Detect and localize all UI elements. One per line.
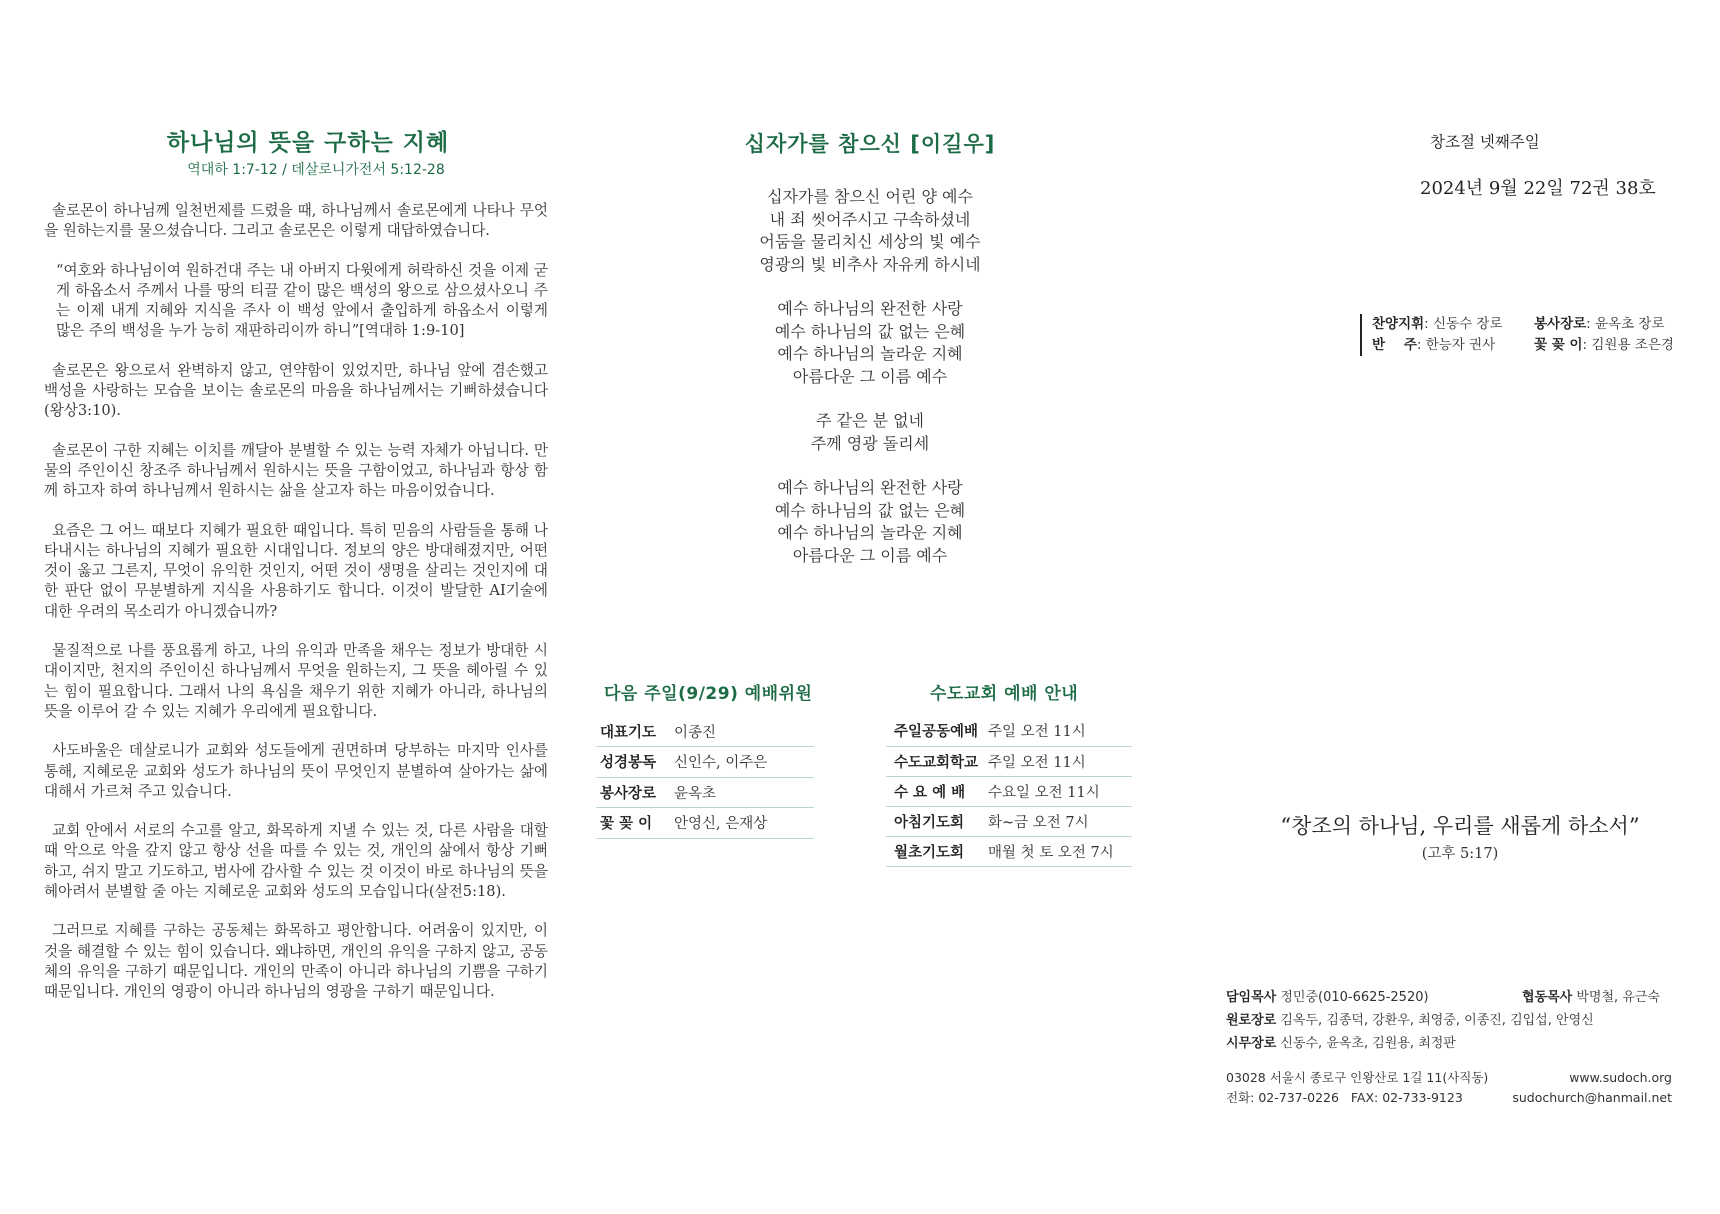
staff-value: 정민중(010-6625-2520) xyxy=(1280,990,1429,1005)
hymn-title: 십자가를 참으신 [이길우] xyxy=(744,132,996,156)
service-time: 매월 첫 토 오전 7시 xyxy=(988,836,1132,866)
hymn-stanza xyxy=(640,477,1100,567)
role-label: 찬양지휘 xyxy=(1372,316,1425,332)
role-person: : 윤옥초 장로 xyxy=(1586,316,1665,332)
worship-guide xyxy=(886,679,1132,867)
essay-paragraph: 교회 안에서 서로의 수고를 알고, 화목하게 지낼 수 있는 것, 다른 사람을 대할 때 악으로 악을 갚지 않고 항상 선을 따를 수 있는 것, 개인의 삶에서 항상 기뻐하고, 쉬지 말고 기도하고, 범사에 감사할 수 있는 것 이것이 바로 하나님의 뜻을 헤아려서 분별할 줄 아는 지혜로운 교회와 성도의 모습입니다(살전5:18). xyxy=(44,822,548,901)
address: 03028 서울시 종로구 인왕산로 1길 11(사직동) xyxy=(1226,1070,1489,1085)
lyric-line: 예수 하나님의 값 없는 은혜 xyxy=(774,321,966,341)
lyric-line: 아름다운 그 이름 예수 xyxy=(792,545,948,565)
table-row xyxy=(596,747,814,778)
motto-reference: (고후 5:17) xyxy=(1421,846,1499,862)
roles-row xyxy=(1372,314,1700,335)
essay-paragraph: 솔로몬이 하나님께 일천번제를 드렸을 때, 하나님께서 솔로몬에게 나타나 무엇을 원하는지를 물으셨습니다. 그리고 솔로몬은 이렇게 대답하였습니다. xyxy=(44,202,548,240)
contact-row xyxy=(1226,1088,1672,1108)
essay-paragraph: 그러므로 지혜를 구하는 공동체는 화목하고 평안합니다. 어려움이 있지만, 이것을 해결할 수 있는 힘이 있습니다. 왜냐하면, 개인의 유익을 구하지 않고, 공동체의 유익을 구하기 때문입니다. 개인의 만족이 아니라 하나님의 기쁨을 구하기 때문입니다. 개인의 영광이 아니라 하나님의 영광을 구하기 때문입니다. xyxy=(44,922,548,1001)
issue-date: 2024년 9월 22일 72권 38호 xyxy=(1420,178,1656,199)
liturgical-sunday: 창조절 넷째주일 xyxy=(1430,133,1540,151)
church-staff xyxy=(1226,986,1686,1055)
lyric-line: 어둠을 물리치신 세상의 빛 예수 xyxy=(759,232,981,251)
essay-paragraph: 솔로몬이 구한 지혜는 이치를 깨달아 분별할 수 있는 능력 자체가 아닙니다. 만물의 주인이신 창조주 하나님께서 원하시는 뜻을 구함이었고, 하나님과 항상 함께 하고자 하여 하나님께서 원하시는 삶을 살고자 하는 마음이었습니다. xyxy=(44,441,548,500)
email-link[interactable]: sudochurch@hanmail.net xyxy=(1512,1090,1672,1105)
lyric-line: 예수 하나님의 놀라운 지혜 xyxy=(777,344,963,363)
role-label: 꽃 꽂 이 xyxy=(1534,337,1583,353)
lyric-line: 주 같은 분 없네 xyxy=(816,411,924,430)
service-time: 수요일 오전 11시 xyxy=(988,776,1132,806)
lyric-line: 예수 하나님의 놀라운 지혜 xyxy=(777,523,963,542)
contact-row xyxy=(1226,1068,1672,1088)
lyric-line: 예수 하나님의 완전한 사랑 xyxy=(777,299,963,318)
staff-value: 박명철, 유근숙 xyxy=(1576,990,1660,1005)
hymn-stanza xyxy=(640,298,1100,388)
staff-label: 시무장로 xyxy=(1226,1036,1277,1051)
service-name: 수도교회학교 xyxy=(886,746,988,776)
servants-title: 다음 주일(9/29) 예배위원 xyxy=(604,684,813,704)
service-name: 수 요 예 배 xyxy=(886,776,988,806)
church-contact xyxy=(1226,1068,1672,1108)
role-label: 봉사장로 xyxy=(1534,316,1587,332)
servant-name: 윤옥초 xyxy=(674,777,814,808)
table-row xyxy=(886,836,1132,866)
staff-value: 김옥두, 김종덕, 강환우, 최영중, 이종진, 김입섭, 안영신 xyxy=(1280,1013,1594,1028)
service-name: 월초기도회 xyxy=(886,836,988,866)
table-row xyxy=(886,806,1132,836)
hymn-stanza xyxy=(640,186,1100,276)
servant-role: 성경봉독 xyxy=(596,747,674,778)
role-cell xyxy=(1534,335,1696,356)
staff-row xyxy=(1226,1032,1686,1055)
servant-role: 꽃 꽂 이 xyxy=(596,808,674,839)
website-link[interactable]: www.sudoch.org xyxy=(1569,1070,1672,1085)
service-name: 주일공동예배 xyxy=(886,716,988,746)
essay-body xyxy=(44,201,548,1003)
next-week-servants xyxy=(596,679,814,839)
worship-table xyxy=(886,716,1132,867)
hymn-lyrics xyxy=(640,186,1100,567)
sermon-essay xyxy=(44,124,548,1022)
lyric-line: 아름다운 그 이름 예수 xyxy=(792,366,948,386)
lyric-line: 십자가를 참으신 어린 양 예수 xyxy=(767,187,973,206)
staff-row xyxy=(1226,1009,1686,1032)
essay-title: 하나님의 뜻을 구하는 지혜 xyxy=(166,130,450,156)
service-time: 주일 오전 11시 xyxy=(988,716,1132,746)
phone-fax: 전화: 02-737-0226 FAX: 02-733-9123 xyxy=(1226,1090,1463,1105)
table-row xyxy=(596,777,814,808)
servant-role: 대표기도 xyxy=(596,716,674,747)
service-roles xyxy=(1360,314,1700,356)
staff-label: 협동목사 xyxy=(1522,990,1573,1005)
table-row xyxy=(886,746,1132,776)
staff-row xyxy=(1226,986,1686,1009)
essay-quote: “여호와 하나님이여 원하건대 주는 내 아버지 다윗에게 허락하신 것을 이제 굳게 하옵소서 주께서 나를 땅의 티끌 같이 많은 백성의 왕으로 삼으셨사오니 주는 이제 내게 지혜와 지식을 주사 이 백성 앞에서 출입하게 하옵소서 이렇게 많은 주의 백성을 누가 능히 재판하리이까 하니”[역대하 1:9-10] xyxy=(56,261,548,340)
role-person: : 신동수 장로 xyxy=(1424,316,1503,332)
essay-paragraph: 물질적으로 나를 풍요롭게 하고, 나의 유익과 만족을 채우는 정보가 방대한 시대이지만, 천지의 주인이신 하나님께서 무엇을 원하는지, 그 뜻을 헤아릴 수 있는 힘이 필요합니다. 그래서 나의 욕심을 채우기 위한 지혜가 아니라, 하나님의 뜻을 이루어 갈 수 있는 지혜가 우리에게 필요합니다. xyxy=(44,642,548,720)
role-label: 반 주 xyxy=(1372,337,1417,353)
worship-guide-title: 수도교회 예배 안내 xyxy=(930,684,1079,704)
service-name: 아침기도회 xyxy=(886,806,988,836)
associate-pastors xyxy=(1522,986,1660,1009)
role-cell xyxy=(1372,335,1534,356)
servants-table xyxy=(596,716,814,839)
role-person: : 한능자 권사 xyxy=(1416,337,1496,353)
role-cell xyxy=(1534,314,1696,335)
church-motto: “창조의 하나님, 우리를 새롭게 하소서” xyxy=(1280,814,1640,838)
role-cell xyxy=(1372,314,1534,335)
servant-name: 안영신, 은재상 xyxy=(674,808,814,839)
essay-paragraph: 사도바울은 데살로니가 교회와 성도들에게 권면하며 당부하는 마지막 인사를 통해, 지혜로운 교회와 성도가 하나님의 뜻이 무엇인지 분별하여 살아가는 삶에 대해서 가르쳐 주고 있습니다. xyxy=(44,742,548,800)
service-time: 화~금 오전 7시 xyxy=(988,806,1132,836)
servant-role: 봉사장로 xyxy=(596,777,674,808)
lyric-line: 내 죄 씻어주시고 구속하셨네 xyxy=(769,209,971,229)
table-row xyxy=(596,808,814,839)
table-row xyxy=(596,716,814,747)
staff-label: 담임목사 xyxy=(1226,990,1277,1005)
roles-row xyxy=(1372,335,1700,356)
hymn-stanza xyxy=(640,410,1100,455)
essay-scripture-reference: 역대하 1:7-12 / 데살로니가전서 5:12-28 xyxy=(187,162,445,178)
lyric-line: 주께 영광 돌리세 xyxy=(810,433,930,453)
service-time: 주일 오전 11시 xyxy=(988,746,1132,776)
role-person: : 김원용 조은경 xyxy=(1582,337,1674,353)
lyric-line: 예수 하나님의 값 없는 은혜 xyxy=(774,500,966,520)
servant-name: 신인수, 이주은 xyxy=(674,747,814,778)
staff-label: 원로장로 xyxy=(1226,1013,1277,1028)
hymn-section xyxy=(640,128,1100,589)
essay-paragraph: 요즘은 그 어느 때보다 지혜가 필요한 때입니다. 특히 믿음의 사람들을 통해 나타내시는 하나님의 지혜가 필요한 시대입니다. 정보의 양은 방대해졌지만, 어떤 것이 옳고 그른지, 무엇이 유익한 것인지, 어떤 것이 생명을 살리는 것인지에 대한 판단 없이 무분별하게 지식을 사용하기도 합니다. 이것이 발달한 AI기술에 대한 우려의 목소리가 아니겠습니까? xyxy=(44,521,548,620)
staff-value: 신동수, 윤옥초, 김원용, 최정판 xyxy=(1280,1036,1456,1051)
essay-paragraph: 솔로몬은 왕으로서 완벽하지 않고, 연약함이 있었지만, 하나님 앞에 겸손했고 백성을 사랑하는 모습을 보이는 솔로몬의 마음을 하나님께서는 기뻐하셨습니다(왕상3:10). xyxy=(44,361,548,420)
lyric-line: 영광의 빛 비추사 자유케 하시네 xyxy=(759,254,981,274)
table-row xyxy=(886,716,1132,746)
servant-name: 이종진 xyxy=(674,716,814,747)
table-row xyxy=(886,776,1132,806)
lyric-line: 예수 하나님의 완전한 사랑 xyxy=(777,478,963,497)
